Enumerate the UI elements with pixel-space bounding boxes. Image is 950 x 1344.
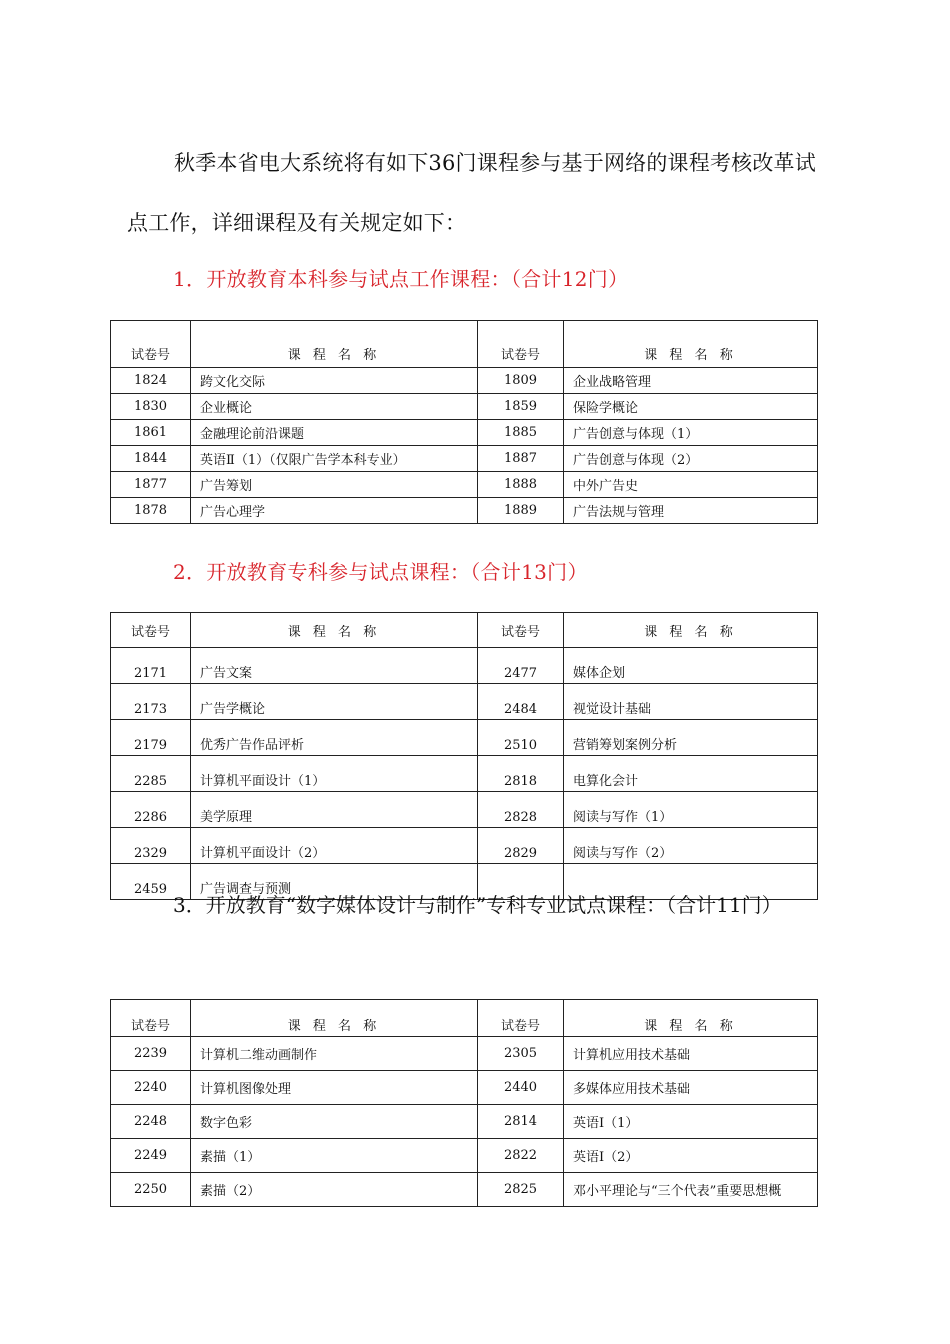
table-header-row <box>111 1000 818 1037</box>
course-name-cell: 多媒体应用技术基础 <box>564 1071 818 1105</box>
table-row <box>111 368 818 394</box>
table-row <box>111 684 818 720</box>
exam-number-cell: 2179 <box>111 720 191 756</box>
table-row <box>111 420 818 446</box>
course-name-cell: 英语Ⅰ（2） <box>564 1139 818 1173</box>
course-name-cell: 企业战略管理 <box>564 368 818 394</box>
column-header: 课 程 名 称 <box>191 321 478 368</box>
course-name-cell: 英语Ⅱ（1）（仅限广告学本科专业） <box>191 446 478 472</box>
table-row <box>111 828 818 864</box>
exam-number-cell: 1887 <box>478 446 564 472</box>
column-header: 试卷号 <box>478 1000 564 1037</box>
exam-number-cell: 1888 <box>478 472 564 498</box>
intro-part-4: 36门课程参与基于网络的课程考核改革试点工作，详细课程及有关规定如下： <box>127 151 816 235</box>
course-name-cell: 素描（1） <box>191 1139 478 1173</box>
table-header-row <box>111 613 818 648</box>
table-row <box>111 648 818 684</box>
table-row <box>111 498 818 524</box>
course-name-cell: 美学原理 <box>191 792 478 828</box>
course-name-cell: 中外广告史 <box>564 472 818 498</box>
course-name-cell: 媒体企划 <box>564 648 818 684</box>
exam-number-cell: 2459 <box>111 864 191 900</box>
course-name-cell: 营销筹划案例分析 <box>564 720 818 756</box>
course-name-cell: 金融理论前沿课题 <box>191 420 478 446</box>
exam-number-cell: 2248 <box>111 1105 191 1139</box>
exam-number-cell: 2249 <box>111 1139 191 1173</box>
exam-number-cell: 2829 <box>478 828 564 864</box>
exam-number-cell: 2171 <box>111 648 191 684</box>
table-row <box>111 720 818 756</box>
exam-number-cell: 2510 <box>478 720 564 756</box>
exam-number-cell: 2440 <box>478 1071 564 1105</box>
column-header: 课 程 名 称 <box>191 1000 478 1037</box>
column-header: 试卷号 <box>478 321 564 368</box>
section-3-heading: 3．开放教育“数字媒体设计与制作”专科专业试点课程：（合计11门） <box>173 893 782 917</box>
course-name-cell: 保险学概论 <box>564 394 818 420</box>
section-2-heading: 2．开放教育专科参与试点课程：（合计13门） <box>173 560 588 584</box>
course-name-cell: 计算机二维动画制作 <box>191 1037 478 1071</box>
section-1-heading: 1．开放教育本科参与试点工作课程：（合计12门） <box>173 267 629 291</box>
course-name-cell: 计算机应用技术基础 <box>564 1037 818 1071</box>
column-header: 试卷号 <box>111 613 191 648</box>
exam-number-cell: 2825 <box>478 1173 564 1207</box>
course-name-cell: 素描（2） <box>191 1173 478 1207</box>
exam-number-cell: 2814 <box>478 1105 564 1139</box>
exam-number-cell: 2250 <box>111 1173 191 1207</box>
table-header-row <box>111 321 818 368</box>
course-name-cell: 计算机图像处理 <box>191 1071 478 1105</box>
intro-part-1: 秋季 <box>174 151 217 175</box>
course-name-cell: 广告创意与体现（1） <box>564 420 818 446</box>
column-header: 课 程 名 称 <box>564 613 818 648</box>
column-header: 试卷号 <box>111 1000 191 1037</box>
course-name-cell: 阅读与写作（1） <box>564 792 818 828</box>
exam-number-cell: 1861 <box>111 420 191 446</box>
exam-number-cell: 2240 <box>111 1071 191 1105</box>
exam-number-cell: 1809 <box>478 368 564 394</box>
exam-number-cell: 2329 <box>111 828 191 864</box>
exam-number-cell: 1844 <box>111 446 191 472</box>
table-row <box>111 1173 818 1207</box>
column-header: 课 程 名 称 <box>191 613 478 648</box>
course-name-cell: 计算机平面设计（1） <box>191 756 478 792</box>
column-header: 试卷号 <box>111 321 191 368</box>
column-header: 课 程 名 称 <box>564 1000 818 1037</box>
course-name-cell: 英语Ⅰ（1） <box>564 1105 818 1139</box>
course-name-cell: 优秀广告作品评析 <box>191 720 478 756</box>
course-name-cell: 跨文化交际 <box>191 368 478 394</box>
column-header: 课 程 名 称 <box>564 321 818 368</box>
course-name-cell: 阅读与写作（2） <box>564 828 818 864</box>
course-name-cell: 广告文案 <box>191 648 478 684</box>
course-name-cell: 视觉设计基础 <box>564 684 818 720</box>
exam-number-cell: 2477 <box>478 648 564 684</box>
table-row <box>111 1037 818 1071</box>
exam-number-cell: 1877 <box>111 472 191 498</box>
section-3-table <box>110 999 818 1207</box>
course-name-cell: 广告创意与体现（2） <box>564 446 818 472</box>
course-name-cell: 广告调查与预测 <box>191 864 478 900</box>
course-name-cell: 电算化会计 <box>564 756 818 792</box>
table-row <box>111 472 818 498</box>
intro-paragraph <box>127 133 827 253</box>
exam-number-cell: 1830 <box>111 394 191 420</box>
exam-number-cell: 2173 <box>111 684 191 720</box>
table-row <box>111 1105 818 1139</box>
intro-part-2: 本省电大 <box>216 151 302 175</box>
exam-number-cell: 2305 <box>478 1037 564 1071</box>
course-name-cell: 企业概论 <box>191 394 478 420</box>
intro-part-3: 系统将有如下 <box>301 151 429 175</box>
exam-number-cell: 1878 <box>111 498 191 524</box>
table-row <box>111 446 818 472</box>
table-row <box>111 1139 818 1173</box>
course-name-cell: 计算机平面设计（2） <box>191 828 478 864</box>
exam-number-cell: 1889 <box>478 498 564 524</box>
exam-number-cell: 2818 <box>478 756 564 792</box>
course-name-cell: 广告心理学 <box>191 498 478 524</box>
exam-number-cell: 1824 <box>111 368 191 394</box>
course-name-cell: 邓小平理论与“三个代表”重要思想概 <box>564 1173 818 1207</box>
exam-number-cell: 2285 <box>111 756 191 792</box>
course-name-cell: 数字色彩 <box>191 1105 478 1139</box>
course-name-cell: 广告筹划 <box>191 472 478 498</box>
course-name-cell: 广告学概论 <box>191 684 478 720</box>
section-2-table <box>110 612 818 900</box>
exam-number-cell: 2239 <box>111 1037 191 1071</box>
exam-number-cell: 1885 <box>478 420 564 446</box>
table-row <box>111 394 818 420</box>
table-row <box>111 1071 818 1105</box>
column-header: 试卷号 <box>478 613 564 648</box>
exam-number-cell: 1859 <box>478 394 564 420</box>
exam-number-cell: 2822 <box>478 1139 564 1173</box>
section-1-table <box>110 320 818 524</box>
exam-number-cell: 2484 <box>478 684 564 720</box>
exam-number-cell: 2828 <box>478 792 564 828</box>
course-name-cell: 广告法规与管理 <box>564 498 818 524</box>
exam-number-cell: 2286 <box>111 792 191 828</box>
table-row <box>111 792 818 828</box>
table-row <box>111 756 818 792</box>
